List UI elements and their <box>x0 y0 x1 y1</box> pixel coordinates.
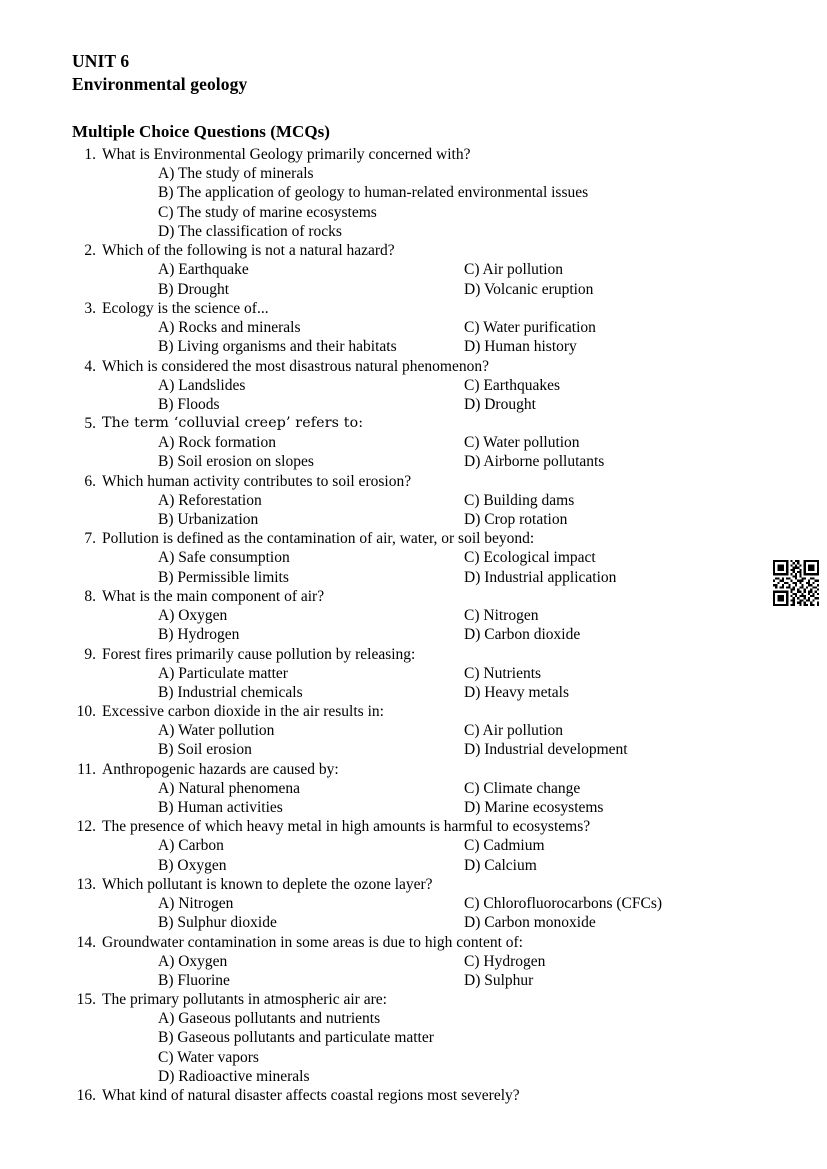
option-item[interactable]: C) Nutrients <box>464 664 542 682</box>
question-number: 8. <box>84 587 96 605</box>
question-item <box>72 817 755 875</box>
option-item[interactable]: C) Chlorofluorocarbons (CFCs) <box>464 894 663 912</box>
option-item[interactable]: C) Ecological impact <box>464 549 596 567</box>
option-item[interactable]: C) Nitrogen <box>464 606 539 624</box>
question-text: Forest fires primarily cause pollution by releasing: <box>102 645 416 663</box>
option-item[interactable]: A) Oxygen <box>158 952 228 970</box>
option-item[interactable]: D) Industrial application <box>464 568 617 586</box>
qr-code <box>773 560 819 606</box>
option-group <box>102 721 755 760</box>
option-group <box>102 164 755 241</box>
question-item <box>72 875 755 933</box>
option-row <box>102 260 755 279</box>
option-item[interactable]: A) Safe consumption <box>158 549 290 567</box>
option-item[interactable]: D) Drought <box>464 395 536 413</box>
question-item <box>72 357 755 415</box>
option-item[interactable]: B) Drought <box>158 280 230 298</box>
option-item[interactable]: C) Hydrogen <box>464 952 546 970</box>
option-item[interactable]: A) Nitrogen <box>158 894 234 912</box>
option-row <box>102 606 755 625</box>
question-item <box>72 241 755 299</box>
option-row <box>102 280 755 299</box>
question-text: Pollution is defined as the contamination of air, water, or soil beyond: <box>102 530 535 548</box>
option-group <box>102 376 755 415</box>
question-item <box>72 933 755 991</box>
option-item[interactable]: C) Water pollution <box>464 434 580 452</box>
question-number: 2. <box>84 242 96 260</box>
option-item[interactable]: D) Carbon monoxide <box>464 914 596 932</box>
question-item <box>72 587 755 645</box>
question-text: What kind of natural disaster affects coastal regions most severely? <box>102 1087 520 1105</box>
option-item[interactable]: B) Soil erosion on slopes <box>158 453 314 471</box>
option-item[interactable]: C) Climate change <box>464 779 581 797</box>
option-row <box>102 971 755 990</box>
option-item[interactable]: A) Carbon <box>158 837 224 855</box>
section-heading: Multiple Choice Questions (MCQs) <box>72 122 331 142</box>
option-row <box>102 452 755 471</box>
unit-label: UNIT 6 <box>72 51 130 71</box>
option-item[interactable]: B) Oxygen <box>158 856 227 874</box>
option-row <box>102 740 755 759</box>
option-item[interactable]: D) Marine ecosystems <box>464 799 604 817</box>
option-item[interactable]: B) Sulphur dioxide <box>158 914 277 932</box>
option-row <box>102 952 755 971</box>
option-item[interactable]: B) Permissible limits <box>158 568 289 586</box>
question-number: 4. <box>84 357 96 375</box>
question-item <box>72 760 755 818</box>
option-item[interactable]: D) Calcium <box>464 856 537 874</box>
option-item[interactable]: B) Living organisms and their habitats <box>158 338 397 356</box>
option-item[interactable]: D) Human history <box>464 338 577 356</box>
option-item[interactable]: A) Rock formation <box>158 434 276 452</box>
option-row <box>102 894 755 913</box>
question-item <box>72 1086 755 1105</box>
question-text: Which is considered the most disastrous natural phenomenon? <box>102 357 489 375</box>
option-item[interactable]: B) The application of geology to human-related environmental issues <box>158 184 589 202</box>
option-item[interactable]: C) Water purification <box>464 318 596 336</box>
option-group <box>102 779 755 818</box>
question-number: 1. <box>84 146 96 164</box>
question-text: The term ‘colluvial creep’ refers to: <box>102 415 364 432</box>
option-item[interactable]: A) Water pollution <box>158 722 275 740</box>
option-item[interactable]: D) The classification of rocks <box>158 223 342 241</box>
question-number: 11. <box>77 760 96 778</box>
question-item <box>72 472 755 530</box>
question-text: Anthropogenic hazards are caused by: <box>102 760 339 778</box>
option-row <box>102 510 755 529</box>
option-row <box>102 395 755 414</box>
option-item[interactable]: A) Natural phenomena <box>158 779 301 797</box>
question-number: 15. <box>76 991 96 1009</box>
option-group <box>102 836 755 875</box>
question-number: 9. <box>84 645 96 663</box>
option-row <box>102 433 755 452</box>
option-row <box>102 683 755 702</box>
option-item[interactable]: A) Oxygen <box>158 606 228 624</box>
question-number: 16. <box>76 1087 96 1105</box>
option-item[interactable]: A) Particulate matter <box>158 664 288 682</box>
option-item[interactable]: C) Air pollution <box>464 261 564 279</box>
unit-title: Environmental geology <box>72 74 248 95</box>
option-row <box>102 664 755 683</box>
option-item[interactable]: C) The study of marine ecosystems <box>158 203 377 221</box>
option-item[interactable]: C) Air pollution <box>464 722 564 740</box>
option-group <box>102 260 755 299</box>
question-item <box>72 645 755 703</box>
option-item[interactable]: A) Landslides <box>158 376 246 394</box>
question-text: Groundwater contamination in some areas is due to high content of: <box>102 933 523 951</box>
option-item[interactable]: B) Gaseous pollutants and particulate matter <box>158 1029 434 1047</box>
option-item[interactable]: A) Gaseous pollutants and nutrients <box>158 1010 381 1028</box>
option-group <box>102 491 755 530</box>
question-text: Which human activity contributes to soil erosion? <box>102 472 412 490</box>
question-text: What is Environmental Geology primarily concerned with? <box>102 146 471 164</box>
option-item[interactable]: C) Building dams <box>464 491 575 509</box>
option-group <box>102 894 755 933</box>
question-number: 7. <box>84 530 96 548</box>
option-item[interactable]: B) Fluorine <box>158 971 230 989</box>
question-number: 3. <box>84 299 96 317</box>
option-item[interactable]: D) Industrial development <box>464 741 628 759</box>
option-group <box>102 548 755 587</box>
option-row <box>102 913 755 932</box>
question-item <box>72 702 755 760</box>
option-item[interactable]: B) Floods <box>158 395 220 413</box>
option-item[interactable]: D) Airborne pollutants <box>464 453 605 471</box>
question-item <box>72 990 755 1086</box>
option-item[interactable]: D) Heavy metals <box>464 683 570 701</box>
question-text: Which of the following is not a natural hazard? <box>102 242 395 260</box>
question-number: 5. <box>84 415 96 433</box>
question-number: 13. <box>76 875 96 893</box>
question-number: 6. <box>84 472 96 490</box>
option-row <box>102 836 755 855</box>
question-number: 14. <box>76 933 96 951</box>
option-group <box>102 318 755 357</box>
option-item[interactable]: A) Reforestation <box>158 491 262 509</box>
option-item[interactable]: A) The study of minerals <box>158 165 314 183</box>
option-item[interactable]: C) Water vapors <box>158 1048 259 1066</box>
option-item[interactable]: D) Sulphur <box>464 971 534 989</box>
option-row <box>102 376 755 395</box>
option-item[interactable]: B) Industrial chemicals <box>158 683 303 701</box>
option-row <box>102 318 755 337</box>
option-item[interactable]: D) Volcanic eruption <box>464 280 594 298</box>
option-item[interactable]: B) Hydrogen <box>158 626 240 644</box>
question-number: 10. <box>76 703 96 721</box>
question-item <box>72 414 755 472</box>
question-text: Which pollutant is known to deplete the ozone layer? <box>102 875 433 893</box>
question-text: Ecology is the science of... <box>102 299 269 317</box>
option-row <box>102 856 755 875</box>
option-group <box>102 606 755 645</box>
option-item[interactable]: B) Urbanization <box>158 511 259 529</box>
option-group <box>102 1009 755 1086</box>
option-item[interactable]: D) Radioactive minerals <box>158 1067 310 1085</box>
option-item[interactable]: D) Carbon dioxide <box>464 626 581 644</box>
option-row <box>102 548 755 567</box>
question-list <box>72 145 755 1105</box>
question-text: What is the main component of air? <box>102 587 325 605</box>
question-text: The presence of which heavy metal in high amounts is harmful to ecosystems? <box>102 818 591 836</box>
question-item <box>72 529 755 587</box>
qr-code-image <box>773 560 819 606</box>
option-row <box>102 721 755 740</box>
option-item[interactable]: A) Earthquake <box>158 261 249 279</box>
question-item <box>72 299 755 357</box>
option-row <box>102 491 755 510</box>
option-group <box>102 433 755 472</box>
option-group <box>102 952 755 991</box>
option-row <box>102 798 755 817</box>
option-item[interactable]: C) Earthquakes <box>464 376 560 394</box>
option-row <box>102 568 755 587</box>
question-text: The primary pollutants in atmospheric air are: <box>102 991 387 1009</box>
option-item[interactable]: D) Crop rotation <box>464 511 568 529</box>
option-row <box>102 337 755 356</box>
question-item <box>72 145 755 241</box>
option-item[interactable]: C) Cadmium <box>464 837 545 855</box>
option-item[interactable]: B) Human activities <box>158 799 283 817</box>
option-item[interactable]: A) Rocks and minerals <box>158 318 301 336</box>
question-text: Excessive carbon dioxide in the air results in: <box>102 703 384 721</box>
option-group <box>102 664 755 703</box>
question-number: 12. <box>76 818 96 836</box>
option-item[interactable]: B) Soil erosion <box>158 741 252 759</box>
option-row <box>102 779 755 798</box>
option-row <box>102 625 755 644</box>
